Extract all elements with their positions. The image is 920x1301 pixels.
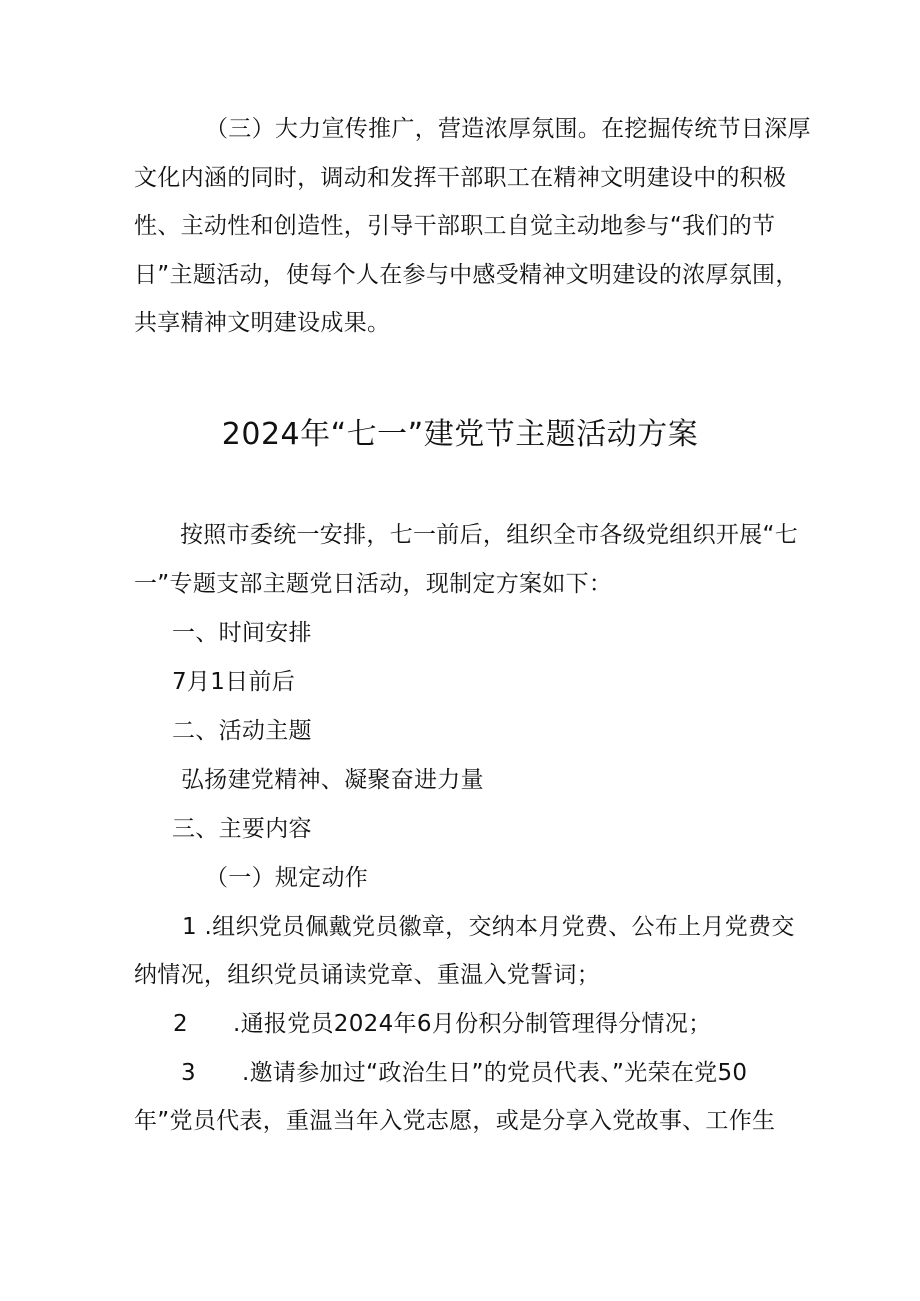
section3-subheading: （一）规定动作 [205,865,369,891]
intro-line-2: 文化内涵的同时，调动和发挥干部职工在精神文明建设中的积极 [134,165,787,191]
item1-line-2: 纳情况，组织党员诵读党章、重温入党誓词； [134,962,600,988]
opening-line-1: 按照市委统一安排，七一前后，组织全市各级党组织开展“七 [180,522,799,548]
intro-line-5: 共享精神文明建设成果。 [134,310,391,336]
intro-line-3: 性、主动性和创造性，引导干部职工自觉主动地参与“我们的节 [134,213,776,239]
opening-line-2: 一”专题支部主题党日活动，现制定方案如下： [134,571,613,597]
item1-line-1: 1 .组织党员佩戴党员徽章，交纳本月党费、公布上月党费交 [182,914,795,940]
intro-line-4: 日”主题活动，使每个人在参与中感受精神文明建设的浓厚氛围， [134,262,799,288]
document-title: 2024年“七一”建党节主题活动方案 [221,417,699,452]
section2-heading: 二、活动主题 [172,718,312,744]
section1-heading: 一、时间安排 [172,620,312,646]
section1-content: 7月1日前后 [172,669,296,695]
item2-text: .通报党员2024年6月份积分制管理得分情况； [233,1011,712,1037]
intro-line-1: （三）大力宣传推广，营造浓厚氛围。在挖掘传统节日深厚 [205,116,811,142]
item3-line-1: .邀请参加过“政治生日”的党员代表、”光荣在党50 [242,1060,748,1086]
item3-number: 3 [181,1060,196,1086]
section3-heading: 三、主要内容 [172,816,312,842]
item2-number: 2 [173,1011,188,1037]
section2-content: 弘扬建党精神、凝聚奋进力量 [181,767,484,793]
item3-line-2: 年”党员代表，重温当年入党志愿，或是分享入党故事、工作生 [134,1108,776,1134]
